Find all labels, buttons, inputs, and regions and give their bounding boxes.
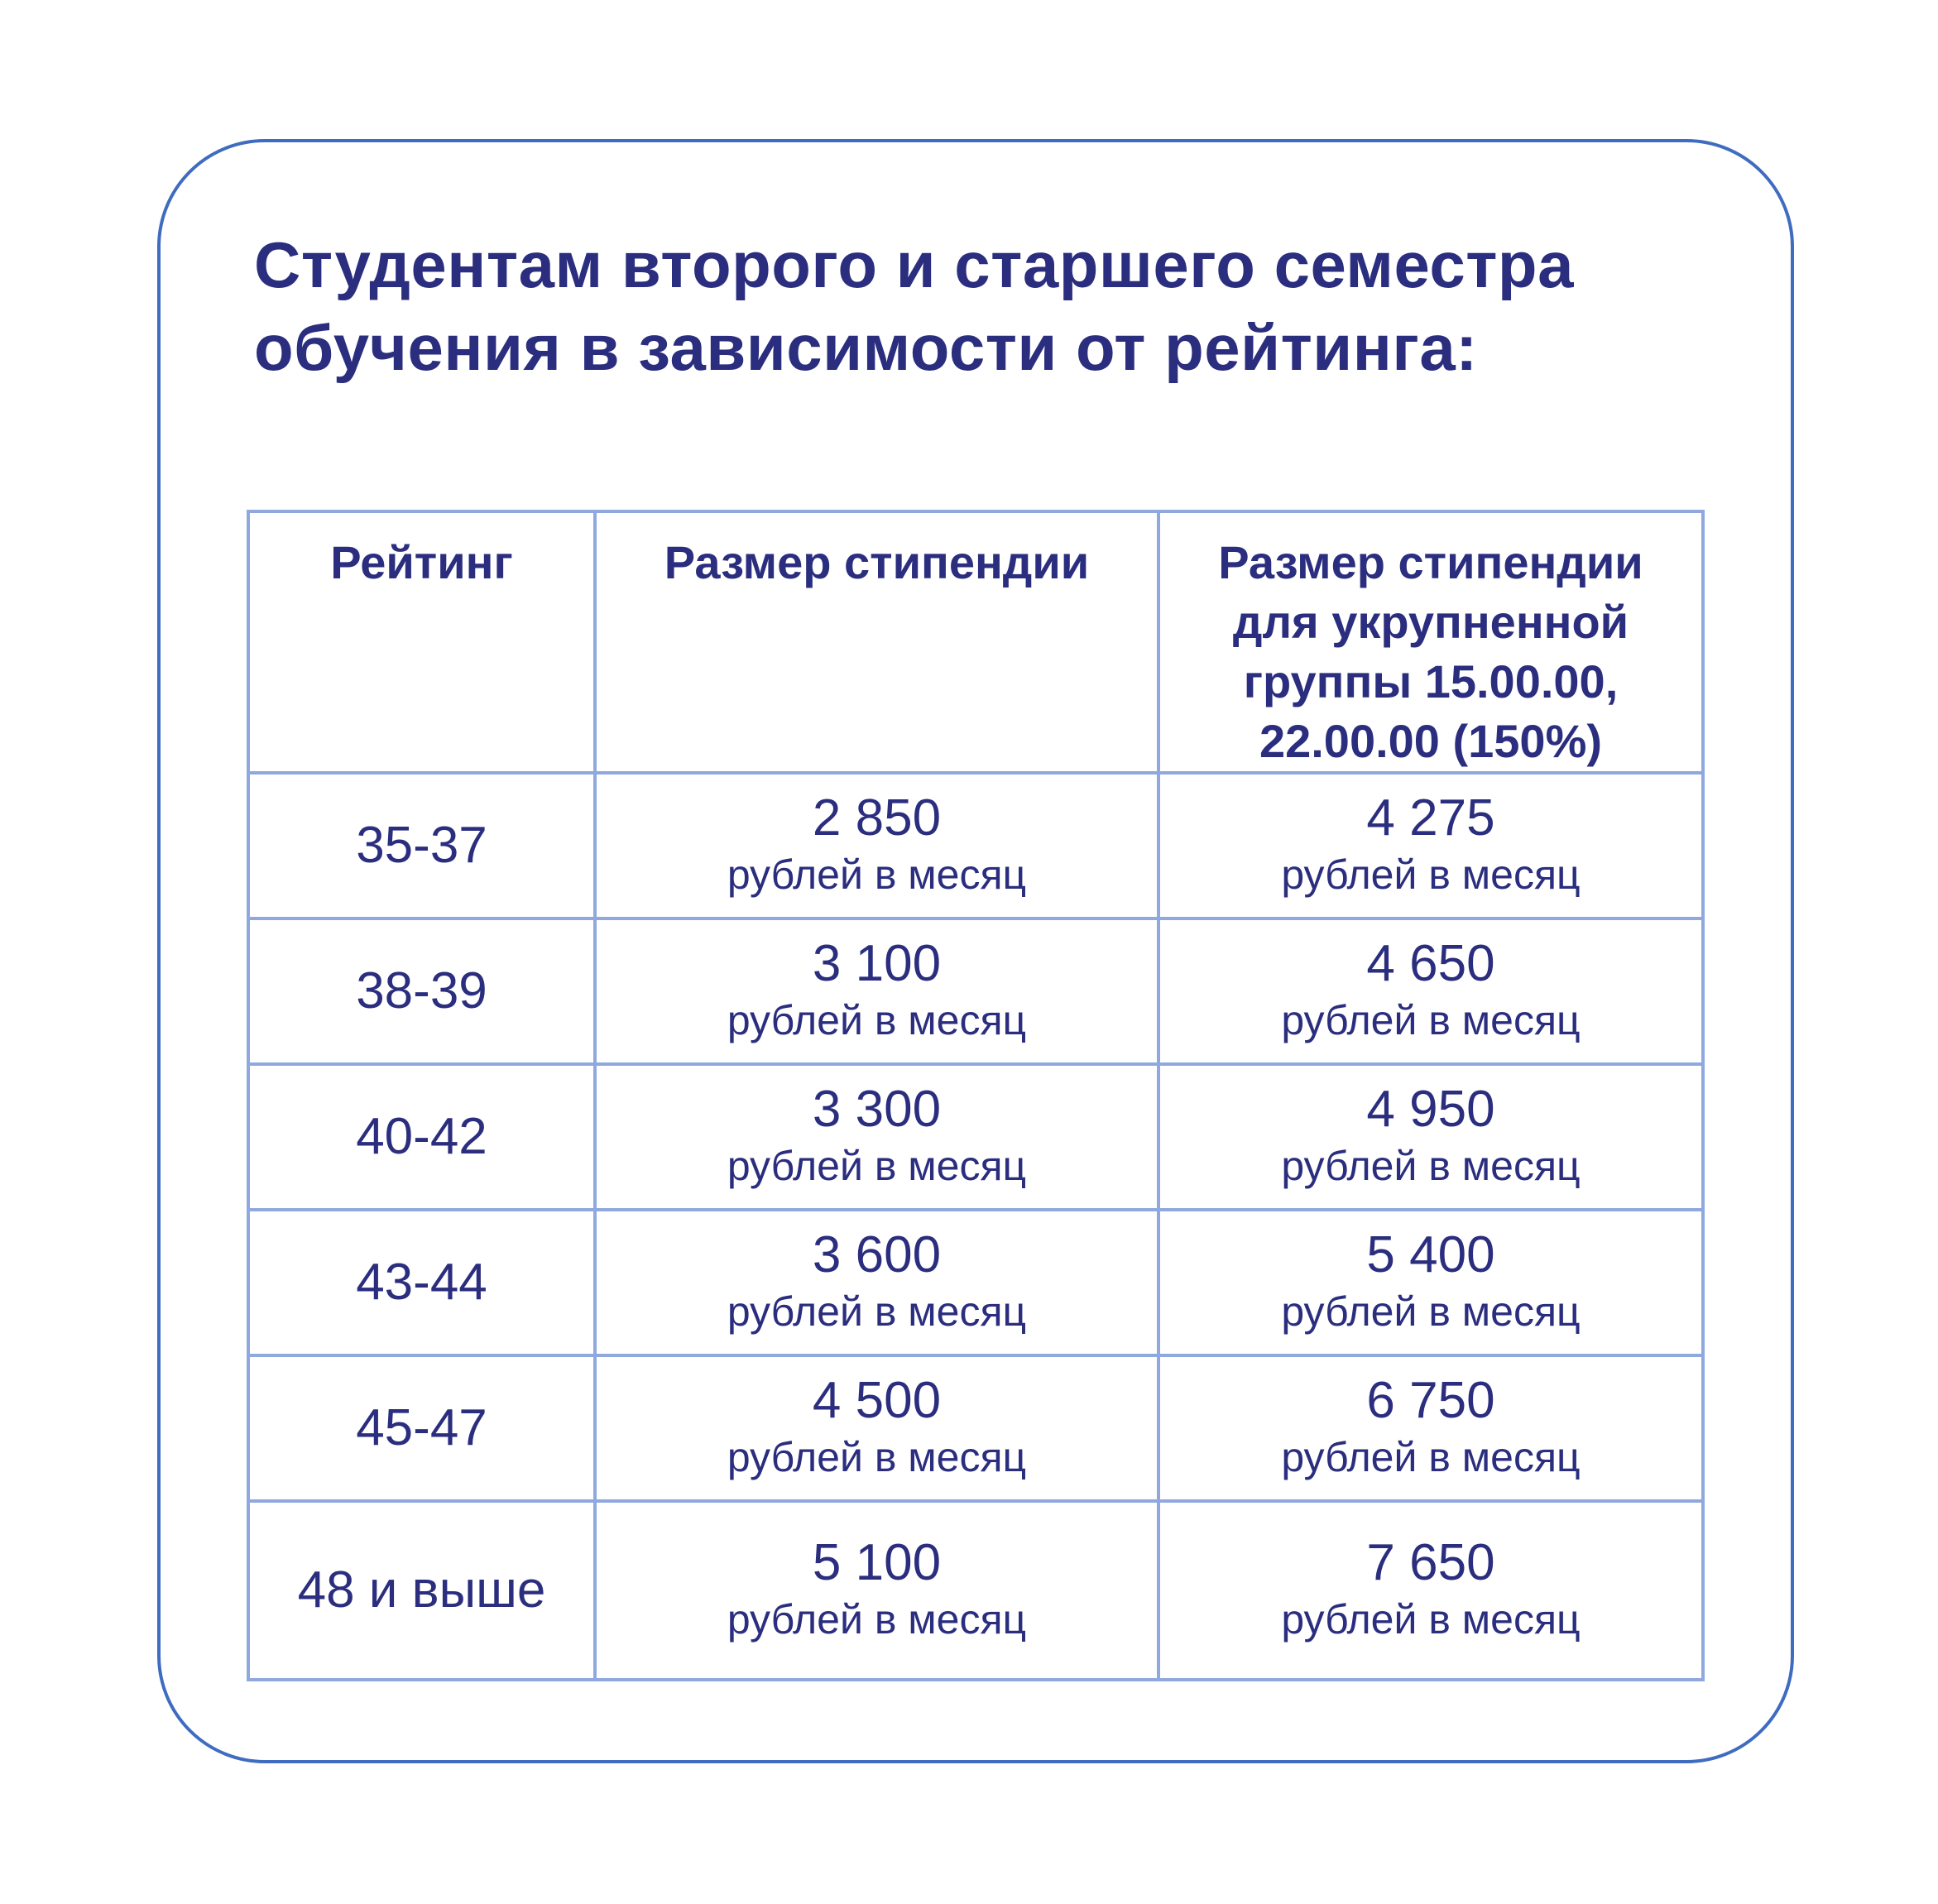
amount-value: 4 500 bbox=[812, 1372, 942, 1429]
amount-150-cell bbox=[1158, 1355, 1703, 1501]
amount-150-cell bbox=[1158, 1501, 1703, 1680]
rating-cell bbox=[248, 1064, 595, 1210]
rating-cell bbox=[248, 918, 595, 1064]
amount-cell bbox=[595, 773, 1158, 918]
amount-150-value: 4 950 bbox=[1366, 1081, 1495, 1138]
header-amount-150-line-1: Размер стипендии bbox=[1218, 536, 1643, 588]
table-header-row bbox=[248, 511, 1703, 773]
rating-cell bbox=[248, 1210, 595, 1355]
rating-value: 48 и выше bbox=[297, 1561, 546, 1619]
amount-150-value: 7 650 bbox=[1366, 1534, 1495, 1591]
table-row bbox=[248, 1501, 1703, 1680]
amount-150-unit: рублей в месяц bbox=[1281, 1434, 1581, 1480]
amount-unit: рублей в месяц bbox=[727, 1434, 1027, 1480]
title-line-2: обучения в зависимости от рейтинга: bbox=[254, 311, 1478, 384]
rating-cell bbox=[248, 1355, 595, 1501]
amount-value: 3 600 bbox=[812, 1226, 942, 1283]
amount-unit: рублей в месяц bbox=[727, 1288, 1027, 1335]
amount-unit: рублей в месяц bbox=[727, 1143, 1027, 1189]
rating-value: 35-37 bbox=[356, 817, 487, 874]
amount-150-cell bbox=[1158, 1210, 1703, 1355]
header-amount-label: Размер стипендии bbox=[664, 536, 1090, 588]
header-amount bbox=[595, 511, 1158, 773]
amount-150-unit: рублей в месяц bbox=[1281, 997, 1581, 1043]
rating-value: 40-42 bbox=[356, 1108, 487, 1165]
amount-cell bbox=[595, 1064, 1158, 1210]
amount-150-cell bbox=[1158, 773, 1703, 918]
amount-value: 3 300 bbox=[812, 1081, 942, 1138]
amount-150-unit: рублей в месяц bbox=[1281, 1143, 1581, 1189]
header-amount-150-line-2: для укрупненной bbox=[1232, 596, 1629, 648]
amount-cell bbox=[595, 1501, 1158, 1680]
amount-150-value: 4 650 bbox=[1366, 935, 1495, 992]
rating-value: 38-39 bbox=[356, 962, 487, 1019]
rating-value: 45-47 bbox=[356, 1399, 487, 1456]
amount-unit: рублей в месяц bbox=[727, 997, 1027, 1043]
rating-cell bbox=[248, 773, 595, 918]
amount-150-value: 6 750 bbox=[1366, 1372, 1495, 1429]
amount-value: 5 100 bbox=[812, 1534, 942, 1591]
rating-cell bbox=[248, 1501, 595, 1680]
table-row bbox=[248, 773, 1703, 918]
amount-150-value: 4 275 bbox=[1366, 789, 1495, 846]
table-row bbox=[248, 1064, 1703, 1210]
amount-unit: рублей в месяц bbox=[727, 1596, 1027, 1643]
amount-150-cell bbox=[1158, 1064, 1703, 1210]
title-line-1: Студентам второго и старшего семестра bbox=[254, 228, 1574, 301]
amount-value: 3 100 bbox=[812, 935, 942, 992]
amount-150-unit: рублей в месяц bbox=[1281, 851, 1581, 898]
table-row bbox=[248, 918, 1703, 1064]
amount-cell bbox=[595, 1355, 1158, 1501]
rating-value: 43-44 bbox=[356, 1254, 487, 1311]
amount-150-unit: рублей в месяц bbox=[1281, 1288, 1581, 1335]
header-amount-150-line-4: 22.00.00 (150%) bbox=[1259, 715, 1603, 767]
amount-cell bbox=[595, 1210, 1158, 1355]
header-rating bbox=[248, 511, 595, 773]
amount-unit: рублей в месяц bbox=[727, 851, 1027, 898]
amount-150-cell bbox=[1158, 918, 1703, 1064]
amount-cell bbox=[595, 918, 1158, 1064]
header-amount-150-line-3: группы 15.00.00, bbox=[1243, 655, 1619, 707]
header-rating-label: Рейтинг bbox=[330, 536, 513, 588]
amount-150-value: 5 400 bbox=[1366, 1226, 1495, 1283]
table-row bbox=[248, 1355, 1703, 1501]
scholarship-table bbox=[247, 510, 1705, 1681]
page-title bbox=[254, 223, 1744, 389]
table-row bbox=[248, 1210, 1703, 1355]
amount-150-unit: рублей в месяц bbox=[1281, 1596, 1581, 1643]
amount-value: 2 850 bbox=[812, 789, 942, 846]
header-amount-150 bbox=[1158, 511, 1703, 773]
